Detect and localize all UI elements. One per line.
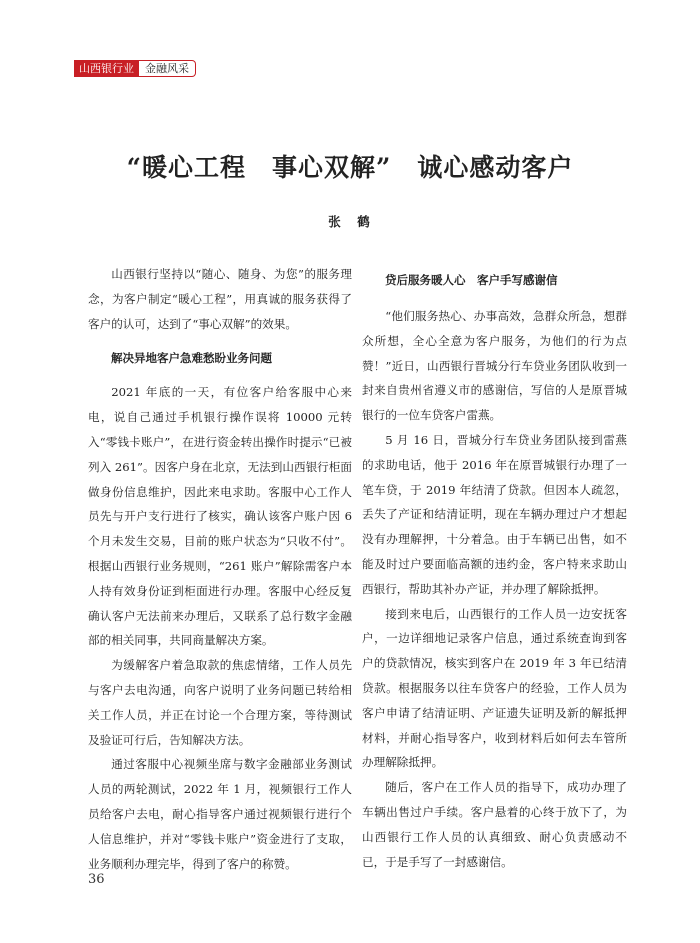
intro-paragraph: 山西银行坚持以“随心、随身、为您”的服务理念，为客户制定“暖心工程”，用真诚的服务获得了客户的认可，达到了“事心双解”的效果。 <box>88 267 352 331</box>
section-heading-1: 解决异地客户急难愁盼业务问题 <box>111 351 272 366</box>
left-column <box>88 262 352 876</box>
section-tag-category: 山西银行业 <box>74 60 139 77</box>
article-author: 张 鹤 <box>328 214 372 229</box>
body-paragraph: 通过客服中心视频坐席与数字金融部业务测试人员的两轮测试，2022 年 1 月，视频银行工作人员给客户去电，耐心指导客户通过视频银行进行个人信息维护，并对“零钱卡账户”资金进行了支取，业务顺利办理完毕，得到了客户的称赞。 <box>88 757 352 871</box>
body-paragraph: 为缓解客户着急取款的焦虑情绪，工作人员先与客户去电沟通，向客户说明了业务问题已转给相关工作人员，并正在讨论一个合理方案，等待测试及验证可行后，告知解决方法。 <box>88 658 352 747</box>
body-paragraph: 接到来电后，山西银行的工作人员一边安抚客户，一边详细地记录客户信息，通过系统查询到客户的贷款情况，核实到客户在 2019 年 3 年已结清贷款。根据服务以往车贷客户的经验，工作人员为客户申请了结清证明、产证遗失证明及新的解抵押材料，并耐心指导客户，收到材料后如何去车管所办理解除抵押。 <box>362 606 627 770</box>
right-column <box>362 270 627 874</box>
body-paragraph: 2021 年底的一天，有位客户给客服中心来电，说自己通过手机银行操作误将 10000 元转入“零钱卡账户”，在进行资金转出操作时提示“已被列入 261”。因客户身在北京，无法到山西银行柜面做身份信息维护，因此来电求助。客服中心工作人员先与开户支行进行了核实，确认该客户账户因 6 个月未发生交易，目前的账户状态为“只收不付”。根据山西银行业务规则，“261 账户”解除需客户本人持有效身份证到柜面进行办理。客服中心经反复确认客户无法前来办理后，又联系了总行数字金融部的相关同事，共同商量解决方案。 <box>88 385 352 648</box>
section-heading-2: 贷后服务暖人心 客户手写感谢信 <box>385 273 558 287</box>
article-title: “暖心工程 事心双解” 诚心感动客户 <box>126 153 574 182</box>
page-number: 36 <box>88 872 105 887</box>
body-paragraph: 5 月 16 日，晋城分行车贷业务团队接到雷燕的求助电话，他于 2016 年在原晋城银行办理了一笔车贷，于 2019 年结清了贷款。但因本人疏忽，丢失了产证和结清证明，现在车辆办理过户才想起没有办理解押，十分着急。由于车辆已出售，如不能及时过户要面临高额的违约金，客户特来求助山西银行，帮助其补办产证，并办理了解除抵押。 <box>362 432 627 596</box>
body-paragraph: “他们服务热心、办事高效，急群众所急，想群众所想，全心全意为客户服务，为他们的行为点赞！”近日，山西银行晋城分行车贷业务团队收到一封来自贵州省遵义市的感谢信，写信的人是原晋城银行的一位车贷客户雷燕。 <box>362 309 627 423</box>
body-paragraph: 随后，客户在工作人员的指导下，成功办理了车辆出售过户手续。客户悬着的心终于放下了，为山西银行工作人员的认真细致、耐心负责感动不已，于是手写了一封感谢信。 <box>362 780 627 869</box>
section-tag-column: 金融风采 <box>139 60 196 77</box>
section-tag <box>74 60 196 77</box>
